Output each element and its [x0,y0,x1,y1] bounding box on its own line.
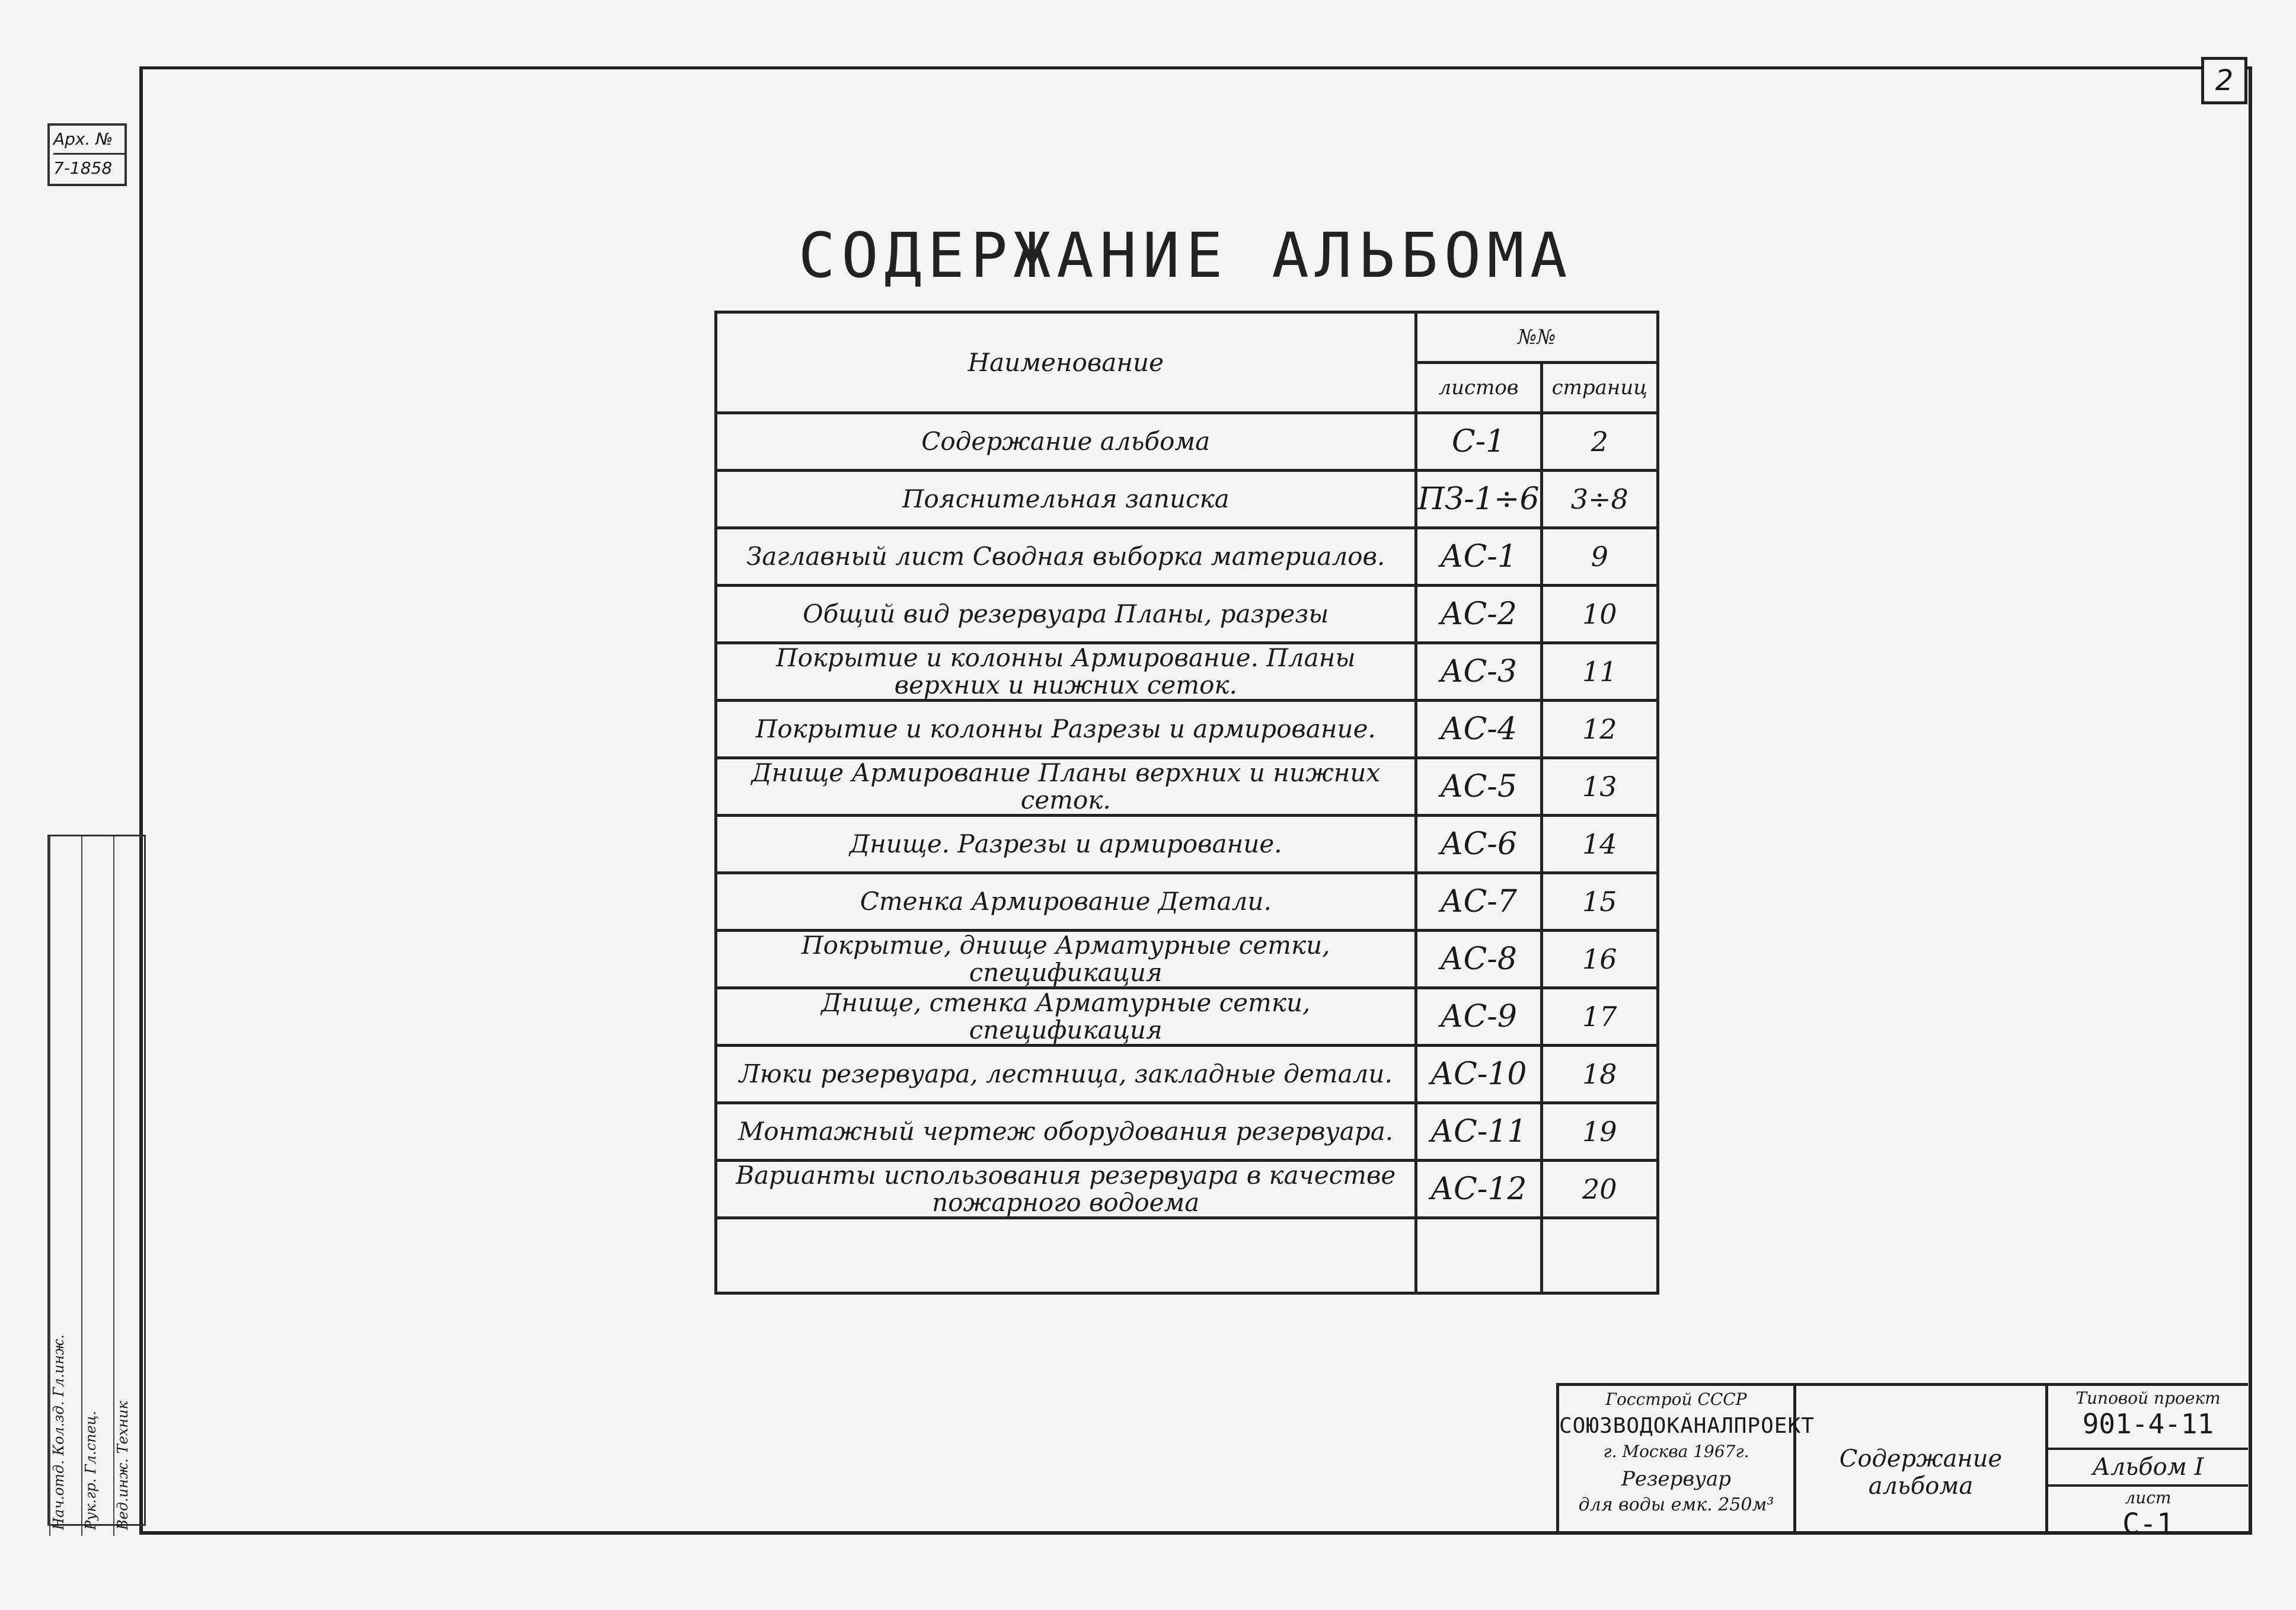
table-row [716,701,1658,758]
archive-number: 7-1858 [53,158,113,178]
table-row [716,1046,1658,1103]
row-sheet: АС-6 [1416,816,1541,873]
table-row [716,471,1658,528]
table-row [716,528,1658,586]
header-group: №№ [1416,312,1658,363]
table-row [716,873,1658,931]
table-row [716,988,1658,1046]
table-row [716,758,1658,816]
side-column: Нач.отд. Кол.зд. Гл.инж. [49,836,81,1536]
archive-box [47,123,127,186]
row-page: 19 [1541,1103,1658,1161]
row-page: 18 [1541,1046,1658,1103]
stamp-city-year: г. Москва 1967г. [1603,1442,1749,1461]
row-page: 15 [1541,873,1658,931]
row-sheet: ПЗ-1÷6 [1416,471,1541,528]
row-name: Общий вид резервуара Планы, разрезы [716,586,1416,643]
row-name: Покрытие и колонны Армирование. Планы верхних и нижних сеток. [716,643,1416,701]
row-name: Заглавный лист Сводная выборка материалов. [716,528,1416,586]
row-sheet: АС-8 [1416,931,1541,988]
row-sheet: АС-2 [1416,586,1541,643]
row-sheet: АС-3 [1416,643,1541,701]
stamp-description: Содержание альбома [1839,1445,2003,1500]
header-sheets: листов [1416,363,1541,413]
row-name: Люки резервуара, лестница, закладные детали. [716,1046,1416,1103]
row-sheet: АС-11 [1416,1103,1541,1161]
stamp-project-cell [2048,1388,2248,1450]
stamp-object-1: Резервуар [1621,1467,1731,1491]
row-name: Содержание альбома [716,413,1416,471]
stamp-project-label: Типовой проект [2075,1388,2221,1408]
row-page: 10 [1541,586,1658,643]
stamp-org-block [1559,1386,1815,1531]
stamp-sheet-label: лист [2125,1488,2172,1507]
row-page: 11 [1541,643,1658,701]
stamp-sheet-cell [2048,1488,2248,1541]
row-name: Стенка Армирование Детали. [716,873,1416,931]
row-name: Днище. Разрезы и армирование. [716,816,1416,873]
table-row [716,643,1658,701]
table-row [716,1103,1658,1161]
table-row [716,413,1658,471]
stamp-album: Альбом I [2048,1450,2248,1487]
row-sheet: АС-12 [1416,1161,1541,1218]
row-sheet: АС-7 [1416,873,1541,931]
row-sheet: АС-9 [1416,988,1541,1046]
side-column: Вед.инж. Техник [113,836,145,1536]
row-page: 12 [1541,701,1658,758]
row-name: Днище, стенка Арматурные сетки, спецификация [716,988,1416,1046]
page-title: СОДЕРЖАНИЕ АЛЬБОМА [798,219,1573,292]
row-sheet: С-1 [1416,413,1541,471]
row-sheet: АС-10 [1416,1046,1541,1103]
row-page: 20 [1541,1161,1658,1218]
contents-table [714,311,1659,1295]
page-number: 2 [2201,57,2247,104]
side-column: Рук.гр. Гл.спец. [81,836,113,1536]
signature-table [47,835,146,1530]
row-name: Покрытие и колонны Разрезы и армирование. [716,701,1416,758]
row-name: Пояснительная записка [716,471,1416,528]
row-page: 3÷8 [1541,471,1658,528]
stamp-object-2: для воды емк. 250м³ [1578,1494,1774,1515]
stamp-org: СОЮЗВОДОКАНАЛПРОЕКТ [1559,1414,1815,1438]
row-sheet: АС-1 [1416,528,1541,586]
row-page: 9 [1541,528,1658,586]
header-name: Наименование [716,312,1416,413]
table-row [716,816,1658,873]
stamp-sheet-number: С-1 [2122,1507,2174,1541]
header-pages: страниц [1541,363,1658,413]
row-name: Днище Армирование Планы верхних и нижних сеток. [716,758,1416,816]
table-row [716,931,1658,988]
row-sheet: АС-5 [1416,758,1541,816]
stamp-project-block [2048,1386,2248,1541]
row-sheet: АС-4 [1416,701,1541,758]
row-page: 16 [1541,931,1658,988]
table-row [716,586,1658,643]
row-page: 2 [1541,413,1658,471]
row-name: Варианты использования резервуара в качестве пожарного водоема [716,1161,1416,1218]
archive-label: Арх. № [53,126,124,155]
stamp-desc-block [1796,1386,2048,1531]
stamp-project-number: 901-4-11 [2082,1408,2214,1440]
title-block [1556,1383,2248,1541]
row-name: Покрытие, днище Арматурные сетки, спецификация [716,931,1416,988]
row-page: 14 [1541,816,1658,873]
empty-row [716,1218,1658,1293]
row-name: Монтажный чертеж оборудования резервуара. [716,1103,1416,1161]
row-page: 13 [1541,758,1658,816]
stamp-agency: Госстрой СССР [1605,1389,1747,1409]
row-page: 17 [1541,988,1658,1046]
table-row [716,1161,1658,1218]
